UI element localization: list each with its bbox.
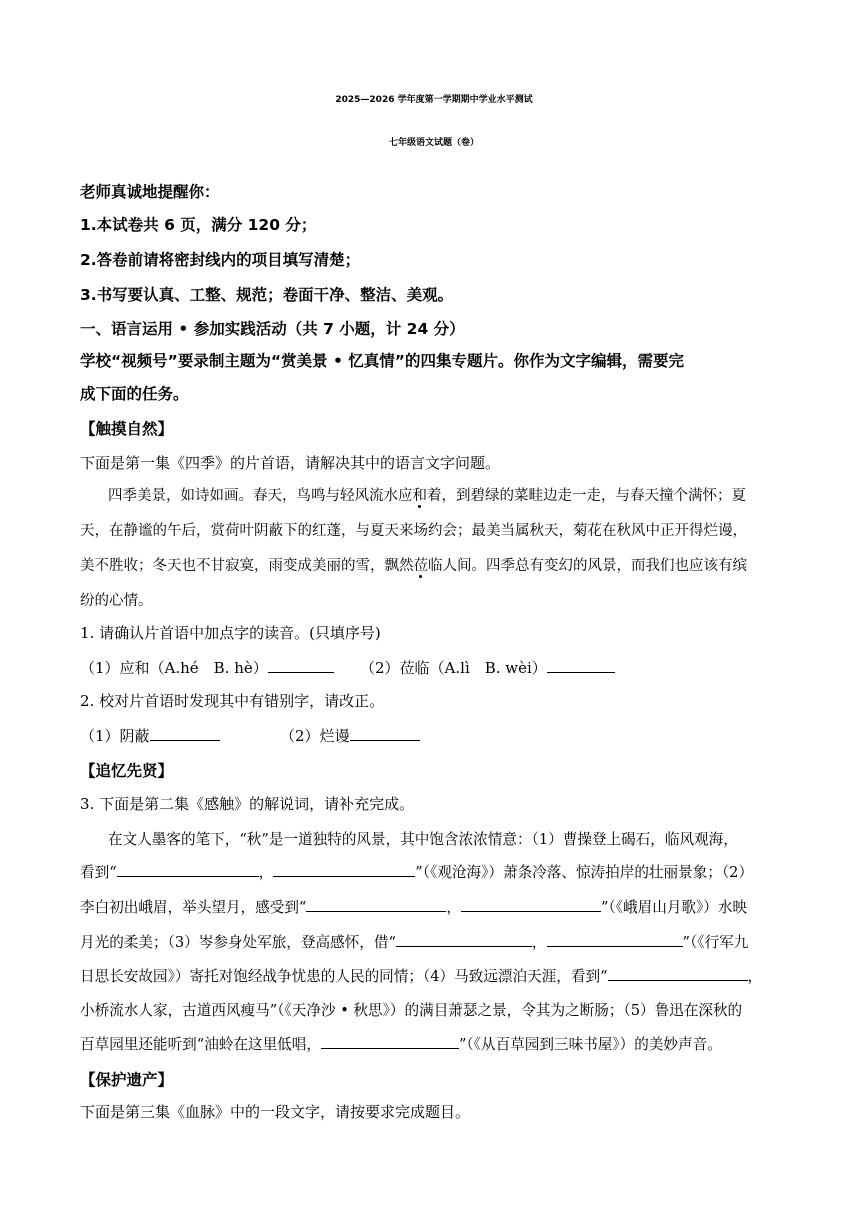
commentary-text: ， — [747, 968, 763, 985]
dotted-char: 莅 — [413, 558, 428, 574]
section-heading: 一、语言运用 • 参加实践活动（共 7 小题，计 24 分） — [80, 320, 465, 338]
answer-blank[interactable] — [150, 726, 220, 741]
commentary-text: ”（《从百草园到三味书屋》）的美妙声音。 — [458, 1036, 722, 1053]
answer-blank[interactable] — [306, 897, 446, 912]
passage-text: 着，到碧绿的菜畦边走一走，与春天撞个满怀；夏 — [427, 488, 746, 504]
question-2-part-b — [280, 725, 420, 746]
part-heading: 【追忆先贤】 — [80, 762, 174, 780]
exam-subtitle: 七年级语文试题（卷） — [388, 138, 479, 148]
passage-text: 临人间。四季总有变幻的风景，而我们也应该有缤 — [428, 558, 747, 574]
commentary-text: 李白初出峨眉，举头望月，感受到“ — [80, 899, 307, 916]
answer-blank[interactable] — [350, 726, 420, 741]
part-heading: 【触摸自然】 — [80, 420, 174, 438]
section-intro: 学校“视频号”要录制主题为“赏美景 • 忆真情”的四集专题片。你作为文字编辑，需要完 — [80, 352, 684, 370]
notice-item: 2.答卷前请将密封线内的项目填写清楚； — [80, 251, 361, 269]
commentary-line — [80, 931, 748, 952]
commentary-line: 在文人墨客的笔下，“秋”是一道独特的风景，其中饱含浓浓情意：（1）曹操登上碣石，临风观海， — [108, 831, 738, 848]
commentary-text: 看到“ — [80, 864, 117, 881]
commentary-text: ”（《观沧海》）萧条冷落、惊涛拍岸的壮丽景象；（2） — [415, 864, 754, 881]
answer-blank[interactable] — [547, 932, 683, 947]
commentary-text: 日思长安故园》）寄托对饱经战争忧患的人民的同情；（4）马致远漂泊天涯，看到“ — [80, 968, 608, 985]
answer-blank[interactable] — [273, 862, 415, 877]
exam-title: 2025—2026 学年度第一学期期中学业水平测试 — [335, 95, 533, 105]
option-text: （1）阴蔽 — [80, 727, 150, 745]
option-text: （2）莅临（A.lì B. wèi） — [360, 659, 547, 677]
part-lead: 下面是第三集《血脉》中的一段文字，请按要求完成题目。 — [80, 1103, 471, 1121]
passage-line — [80, 554, 747, 575]
question-stem: 2. 校对片首语时发现其中有错别字，请改正。 — [80, 692, 385, 710]
notice-item: 1.本试卷共 6 页，满分 120 分； — [80, 216, 317, 234]
answer-blank[interactable] — [608, 966, 748, 981]
passage-line: 天，在静谧的午后，赏荷叶阴蔽下的红蓬，与夏天来场约会；最美当属秋天，菊花在秋风中正开得烂谩， — [80, 523, 747, 539]
commentary-text: ， — [531, 934, 547, 951]
passage-text: 美不胜收；冬天也不甘寂寞，雨变成美丽的雪，飘然 — [80, 558, 414, 574]
option-text: （2）烂谩 — [280, 727, 350, 745]
answer-blank[interactable] — [396, 932, 532, 947]
notice-item: 3.书写要认真、工整、规范；卷面干净、整洁、美观。 — [80, 286, 454, 304]
answer-blank[interactable] — [547, 658, 615, 673]
commentary-text: ， — [258, 864, 274, 881]
notice-heading: 老师真诚地提醒你： — [80, 183, 220, 201]
dotted-char: 和 — [412, 488, 427, 504]
commentary-text: ”（《峨眉山月歌》）水映 — [600, 899, 748, 916]
commentary-line — [80, 965, 762, 986]
commentary-text: 百草园里还能听到“油蛉在这里低唱， — [80, 1036, 321, 1053]
question-1-part-a — [80, 657, 334, 678]
question-stem: 3. 下面是第二集《感触》的解说词，请补充完成。 — [80, 795, 415, 813]
commentary-line — [80, 1033, 722, 1054]
commentary-line — [80, 896, 747, 917]
part-heading: 【保护遗产】 — [80, 1071, 174, 1089]
question-1-part-b — [360, 657, 615, 678]
commentary-text: ， — [446, 899, 461, 916]
section-intro: 成下面的任务。 — [80, 385, 189, 403]
option-text: （1）应和（A.hé B. hè） — [80, 659, 268, 677]
question-stem: 1. 请确认片首语中加点字的读音。(只填序号) — [80, 624, 381, 642]
passage-text: 四季美景，如诗如画。春天，鸟鸣与轻风流水应 — [108, 488, 413, 504]
answer-blank[interactable] — [461, 897, 601, 912]
commentary-text: 月光的柔美；（3）岑参身处军旅，登高感怀，借“ — [80, 934, 396, 951]
commentary-line: 小桥流水人家，古道西风瘦马”（《天净沙 • 秋思》）的满目萧瑟之景，令其为之断肠；（5）鲁迅在深秋的 — [80, 1002, 743, 1019]
question-2-part-a — [80, 725, 220, 746]
passage-line — [108, 484, 746, 505]
passage-line: 纷的心情。 — [80, 593, 153, 609]
answer-blank[interactable] — [321, 1034, 459, 1049]
part-lead: 下面是第一集《四季》的片首语，请解决其中的语言文字问题。 — [80, 454, 501, 472]
commentary-line — [80, 861, 753, 882]
commentary-text: ”（《行军九 — [682, 934, 749, 951]
answer-blank[interactable] — [117, 862, 259, 877]
answer-blank[interactable] — [268, 658, 334, 673]
